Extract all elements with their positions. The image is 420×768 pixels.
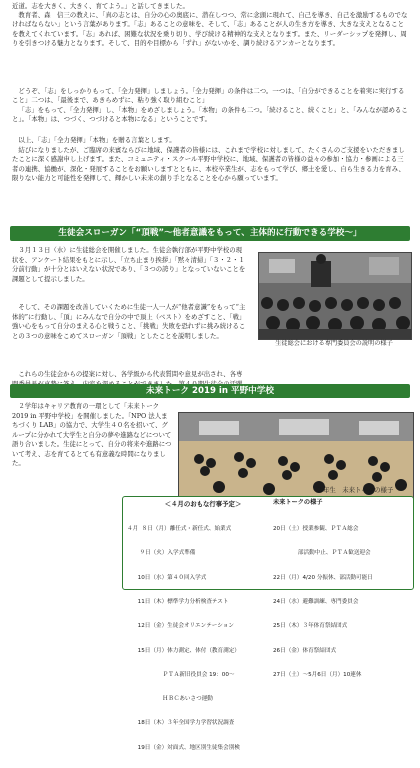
schedule-item: 部活動中止、ＰＴＡ歓送迎会 bbox=[273, 550, 371, 557]
schedule-item: 12日（金）生徒会オリエンテーション bbox=[127, 623, 234, 630]
schedule-item: ＰＴＡ新旧役員会 19：00〜 bbox=[127, 671, 235, 678]
intro-paragraph-mori: 教育者、森 信三の教えに、「真の志とは、自分の心の奥底に、潜在しつつ、常に念頭に現れて、自己を導き、自己を激励するものでなければならない」という言葉があります。「志」あることの意味を、そして、「志」あることが人の生き方を導き、大きな支えとなることを教えてくれています。「志」あれば、困難な状況を乗り切り、学び続ける精神的な支えとなります。また、リーダーシップを発揮し、周りを引きつける魅力となります。そして、目的や目標から「ずれ」がないかを、調り続けるアンカーとなります。 bbox=[12, 11, 408, 48]
mirai-talk-paragraph: ２学年はキャリア教育の一環として「未来トーク 2019 in 平野中学校」を開催しました。「NPO 法人まちづくり LAB」の協力で、大学生４０名を招いて、グループに分かれて大学生と自分の夢や進路などについて語り合いました。生徒にとって、自分の将来や進路について考え、志を育てるとても有意義な時間になりました。 bbox=[12, 402, 172, 467]
intro-line: 近道。志を大きく、大きく、育てよう。」と話してきました。 bbox=[12, 2, 189, 10]
schedule-item: 18日（木）３年全国学力学習状況調査 bbox=[127, 720, 235, 727]
schedule-item: 26日（金）体育祭結団式 bbox=[273, 647, 337, 654]
intro-paragraph-honmono: 「志」をもって、「全力発揮」し、「本物」をめざしましょう。「本物」の条件も二つ。「続けること、続くこと」と、「みんなが認めること」。「本物」は、つづく、つづけると本物になる」ということです。 bbox=[12, 106, 408, 124]
intro-paragraph-closing-words: 以上、「志」「全力発揮」「本物」を贈る言葉とします。 bbox=[18, 136, 176, 144]
intro-paragraph-thanks: 結びになりましたが、ご臨席の来賓ならびに地域、保護者の皆様には、これまで学校に対しまして、たくさんのご支援をいただきましたことに深く感謝申し上げます。また、コミュニティ・スクール平野中学校に、地域、保護者の皆様の益々の参加・協力・参画による三者の連携、協働が、深化・発展することをお願いしますとともに、本校卒業生が、志をもって学び、郷土を愛し、自ら生きる力を育み、限りない能力と可能性を発揮して、輝かしい未来の創り手となることを心から願っています。 bbox=[12, 146, 406, 183]
schedule-item: 10日（水）第４０回入学式 bbox=[127, 574, 207, 581]
intro-paragraph-zenryoku: どうぞ、「志」をしっかりもって、「全力発揮」しましょう。「全力発揮」の条件は二つ。一つは、「自分ができることを着実に実行すること」二つは、「最後まで、あきらめずに、粘り強く取り組むこと」 bbox=[12, 87, 405, 105]
schedule-item: 19日（金）対面式、地区別生徒集会別検 bbox=[127, 744, 240, 751]
schedule-item: 15日（月）体力測定、体付（教育測定） bbox=[127, 647, 240, 654]
slogan-paragraph-2: そして、その課題を改善していくために生徒一人一人が“他者意識”をもって“主体的”に行動し、「頂」にみんなで自分の中で頂上（ベスト）をめざすこと、「戦」強い心をもって自分のまえる心と戦うこと、「挑戦」失敗を恐れずに挑み続けることの３つの意味をこめてスローガン「頂戦」としたことを説明しました。 bbox=[12, 303, 246, 340]
slogan-paragraph-1: ３月１３日（水）に生徒総会を開催しました。生徒会執行部が平野中学校の現状を、アンケート結果をもとに示し、「立ち止まり挨拶」「黙々清掃」「３・２・１分前行動」が十分とはいえない状況であり、「３つの誇り」となっていないことを課題として提示しました。 bbox=[12, 246, 246, 283]
schedule-item: ４月 ８日（月）離任式・新任式、始業式 bbox=[127, 526, 232, 533]
schedule-item: 20日（土）授業参観、ＰＴＡ総会 bbox=[273, 526, 359, 533]
schedule-item: 24日（水）避難訓練、専門委員会 bbox=[273, 599, 359, 606]
photo-caption-mirai-talk: ２年生 未来トークの様子 bbox=[316, 486, 394, 494]
schedule-item: 11日（木）標準学力分析検査テスト bbox=[127, 599, 229, 606]
schedule-title: ＜４月のおもな行事予定＞ bbox=[164, 500, 242, 508]
schedule-item: ９日（火）入学式準備 bbox=[127, 550, 196, 557]
slogan-paragraph-3: これらの生徒会からの提案に対し、各学級から代表質問や意見が出され、各専 bbox=[18, 370, 243, 378]
section-banner-slogan: 生徒会スローガン「“頂戦”〜他者意識をもって、主体的に行動できる学校〜」 bbox=[10, 226, 410, 241]
assembly-scene-icon bbox=[259, 253, 411, 339]
schedule-item: 25日（木）３年体育祭結団式 bbox=[273, 623, 348, 630]
photo-general-assembly bbox=[258, 252, 412, 340]
photo-caption-assembly: 生徒総会における専門委員会の説明の様子 bbox=[275, 340, 393, 347]
schedule-right-heading: 未来トークの様子 bbox=[273, 499, 323, 506]
schedule-item: 22日（月）4/20 分振休、部活動可能日 bbox=[273, 574, 373, 581]
section-banner-mirai-talk: 未来トーク 2019 in 平野中学校 bbox=[10, 384, 410, 398]
schedule-item: ＨＢＣあいさつ運動 bbox=[127, 696, 213, 703]
schedule-list-april-late bbox=[273, 509, 409, 695]
schedule-list-april bbox=[127, 509, 277, 768]
schedule-item: 27日（土）〜5月6日（月）10連休 bbox=[273, 671, 362, 678]
schedule-box bbox=[122, 496, 414, 751]
